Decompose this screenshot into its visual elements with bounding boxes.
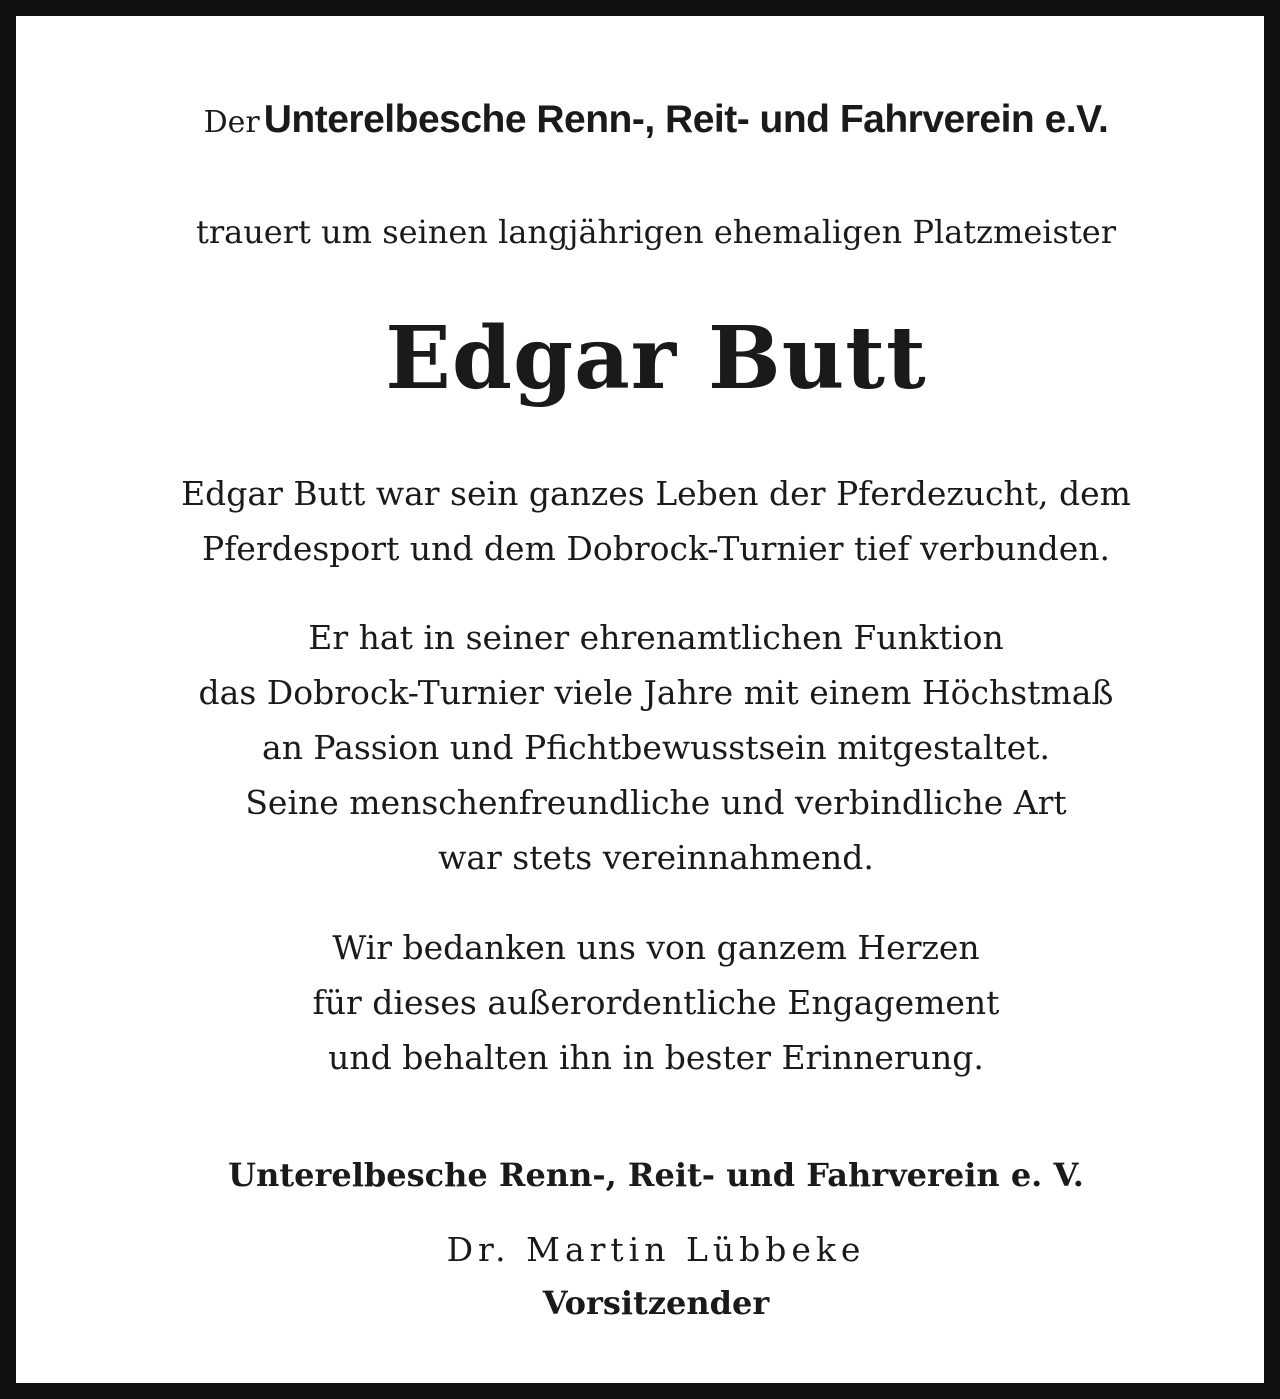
signature-person: Dr. Martin Lübbeke [446,1230,866,1269]
paragraph-line: und behalten ihn in bester Erinnerung. [328,1038,984,1077]
paragraph-line: Wir bedanken uns von ganzem Herzen [332,928,980,967]
notice-header [16,90,1280,150]
signature-club: Unterelbesche Renn-, Reit- und Fahrverein e. V. [228,1156,1084,1194]
tribute-paragraph-2 [16,610,1280,885]
paragraph-line: Er hat in seiner ehrenamtlichen Funktion [308,618,1004,657]
tribute-paragraph-3 [16,920,1280,1085]
header-prefix: Der [203,105,260,140]
tribute-paragraph-1 [16,466,1280,576]
paragraph-line: für dieses außerordentliche Engagement [312,983,1000,1022]
paragraph-line: war stets vereinnahmend. [438,838,874,877]
signature-role: Vorsitzender [542,1284,770,1322]
paragraph-line: Edgar Butt war sein ganzes Leben der Pferdezucht, dem [181,474,1131,513]
mourns-line: trauert um seinen langjährigen ehemaligen Platzmeister [195,213,1117,251]
paragraph-line: an Passion und Pfichtbewusstsein mitgestaltet. [262,728,1050,767]
paragraph-line: das Dobrock-Turnier viele Jahre mit einem Höchstmaß [198,673,1114,712]
paragraph-line: Pferdesport und dem Dobrock-Turnier tief verbunden. [201,529,1110,568]
paragraph-line: Seine menschenfreundliche und verbindliche Art [245,783,1067,822]
header-club-name: Unterelbesche Renn-, Reit- und Fahrverein e.V. [263,98,1109,141]
deceased-name: Edgar Butt [385,308,927,409]
